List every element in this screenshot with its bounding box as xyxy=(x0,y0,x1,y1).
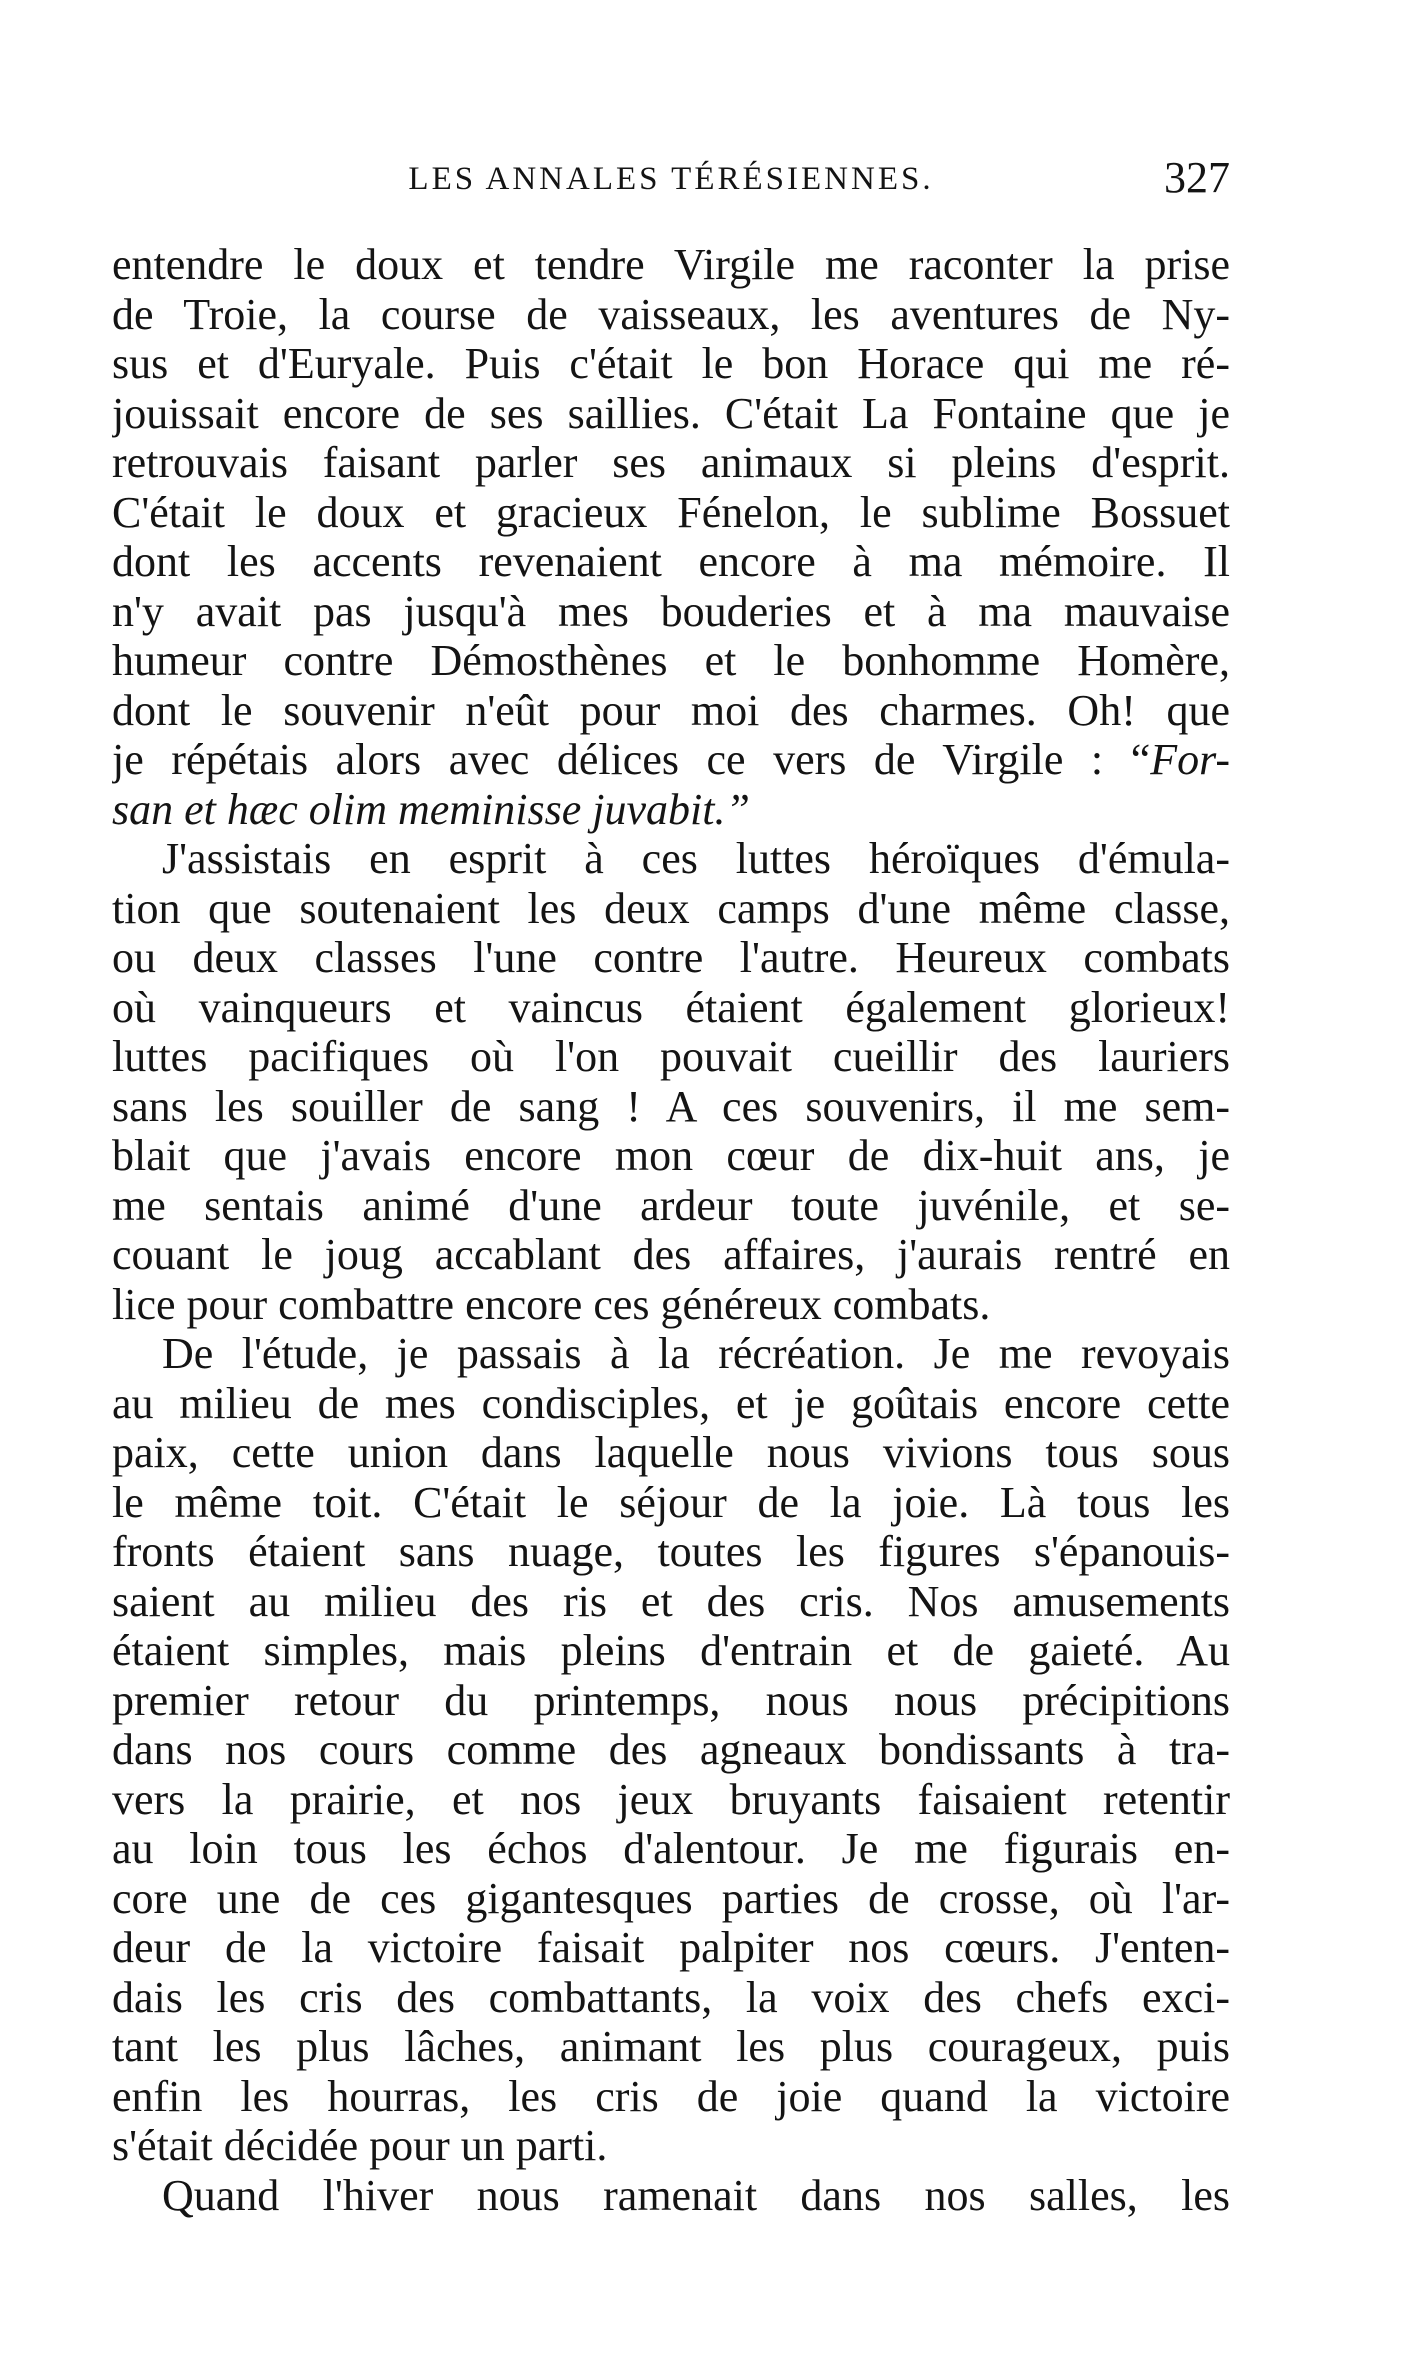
line-text: au milieu de mes condisciples, et je goûtais encore cette xyxy=(112,1378,1230,1428)
line-text: entendre le doux et tendre Virgile me raconter la prise xyxy=(112,240,1230,289)
line-text: couant le joug accablant des affaires, j'aurais rentré en xyxy=(112,1230,1230,1279)
line-text: C'était le doux et gracieux Fénelon, le sublime Bossuet xyxy=(112,487,1230,537)
running-head xyxy=(112,150,1230,210)
italic-quote: san et hæc olim meminisse juvabit.” xyxy=(112,784,750,834)
text-line xyxy=(112,488,1230,538)
line-text: étaient simples, mais pleins d'entrain et de gaieté. Au xyxy=(112,1626,1230,1675)
text-line xyxy=(112,1775,1230,1825)
text-line xyxy=(112,1577,1230,1627)
line-text: lice pour combattre encore ces généreux combats. xyxy=(112,1279,991,1329)
line-text: me sentais animé d'une ardeur toute juvénile, et se- xyxy=(112,1180,1230,1230)
line-text: jouissait encore de ses saillies. C'était La Fontaine que je xyxy=(112,388,1230,438)
text-line xyxy=(112,1131,1230,1181)
line-text: luttes pacifiques où l'on pouvait cueillir des lauriers xyxy=(112,1032,1230,1081)
text-line xyxy=(112,1626,1230,1676)
text-line xyxy=(112,438,1230,488)
text-line xyxy=(112,686,1230,736)
line-text: De l'étude, je passais à la récréation. Je me revoyais xyxy=(162,1329,1230,1378)
text-line xyxy=(112,1527,1230,1577)
line-text: je répétais alors avec délices ce vers de Virgile : “ xyxy=(112,735,1151,784)
italic-quote: For- xyxy=(1150,735,1230,784)
line-text: paix, cette union dans laquelle nous vivions tous sous xyxy=(112,1428,1230,1477)
text-line xyxy=(112,2171,1230,2221)
line-text: dans nos cours comme des agneaux bondissants à tra- xyxy=(112,1725,1230,1774)
line-text: dont le souvenir n'eût pour moi des charmes. Oh! que xyxy=(112,685,1230,735)
line-text: le même toit. C'était le séjour de la joie. Là tous les xyxy=(112,1477,1230,1527)
text-line xyxy=(112,785,1230,835)
line-text: dont les accents revenaient encore à ma mémoire. Il xyxy=(112,537,1230,586)
text-line xyxy=(112,1181,1230,1231)
line-text: humeur contre Démosthènes et le bonhomme Homère, xyxy=(112,636,1230,685)
text-line xyxy=(112,1478,1230,1528)
text-line xyxy=(112,389,1230,439)
text-line xyxy=(112,834,1230,884)
text-line xyxy=(112,1923,1230,1973)
body-text xyxy=(112,240,1230,2220)
line-text: tant les plus lâches, animant les plus courageux, puis xyxy=(112,2022,1230,2071)
line-text: où vainqueurs et vaincus étaient également glorieux! xyxy=(112,982,1230,1032)
text-line xyxy=(112,1676,1230,1726)
text-line xyxy=(112,636,1230,686)
line-text: retrouvais faisant parler ses animaux si pleins d'esprit. xyxy=(112,438,1230,487)
line-text: tion que soutenaient les deux camps d'une même classe, xyxy=(112,883,1230,933)
text-line xyxy=(112,1824,1230,1874)
text-line xyxy=(112,1230,1230,1280)
text-line xyxy=(112,1032,1230,1082)
line-text: n'y avait pas jusqu'à mes bouderies et à ma mauvaise xyxy=(112,586,1230,636)
text-line xyxy=(112,1082,1230,1132)
line-text: deur de la victoire faisait palpiter nos cœurs. J'enten- xyxy=(112,1923,1230,1972)
line-text: dais les cris des combattants, la voix des chefs exci- xyxy=(112,1972,1230,2022)
text-line xyxy=(112,1379,1230,1429)
text-line xyxy=(112,1428,1230,1478)
text-line xyxy=(112,339,1230,389)
text-line xyxy=(112,983,1230,1033)
running-title: LES ANNALES TÉRÉSIENNES. xyxy=(408,161,934,197)
text-line xyxy=(112,1329,1230,1379)
line-text: premier retour du printemps, nous nous précipitions xyxy=(112,1675,1230,1725)
text-line xyxy=(112,587,1230,637)
line-text: J'assistais en esprit à ces luttes héroïques d'émula- xyxy=(162,834,1230,883)
page-number: 327 xyxy=(1164,153,1230,202)
text-line xyxy=(112,1725,1230,1775)
line-text: au loin tous les échos d'alentour. Je me figurais en- xyxy=(112,1824,1230,1873)
text-line xyxy=(112,537,1230,587)
line-text: ou deux classes l'une contre l'autre. Heureux combats xyxy=(112,933,1230,982)
line-text: blait que j'avais encore mon cœur de dix-huit ans, je xyxy=(112,1131,1230,1180)
text-line xyxy=(112,290,1230,340)
text-line xyxy=(112,240,1230,290)
text-line xyxy=(112,2022,1230,2072)
text-line xyxy=(112,1973,1230,2023)
text-line xyxy=(112,2072,1230,2122)
text-line xyxy=(112,735,1230,785)
text-line xyxy=(112,1280,1230,1330)
line-text: saient au milieu des ris et des cris. Nos amusements xyxy=(112,1576,1230,1626)
text-line xyxy=(112,884,1230,934)
line-text: de Troie, la course de vaisseaux, les aventures de Ny- xyxy=(112,289,1230,339)
line-text: fronts étaient sans nuage, toutes les figures s'épanouis- xyxy=(112,1527,1230,1576)
line-text: sus et d'Euryale. Puis c'était le bon Horace qui me ré- xyxy=(112,339,1230,388)
line-text: s'était décidée pour un parti. xyxy=(112,2121,608,2170)
text-line xyxy=(112,2121,1230,2171)
line-text: sans les souiller de sang ! A ces souvenirs, il me sem- xyxy=(112,1081,1230,1131)
line-text: Quand l'hiver nous ramenait dans nos salles, les xyxy=(162,2170,1230,2220)
text-line xyxy=(112,1874,1230,1924)
line-text: enfin les hourras, les cris de joie quand la victoire xyxy=(112,2071,1230,2121)
line-text: vers la prairie, et nos jeux bruyants faisaient retentir xyxy=(112,1774,1230,1824)
line-text: core une de ces gigantesques parties de crosse, où l'ar- xyxy=(112,1873,1230,1923)
text-line xyxy=(112,933,1230,983)
